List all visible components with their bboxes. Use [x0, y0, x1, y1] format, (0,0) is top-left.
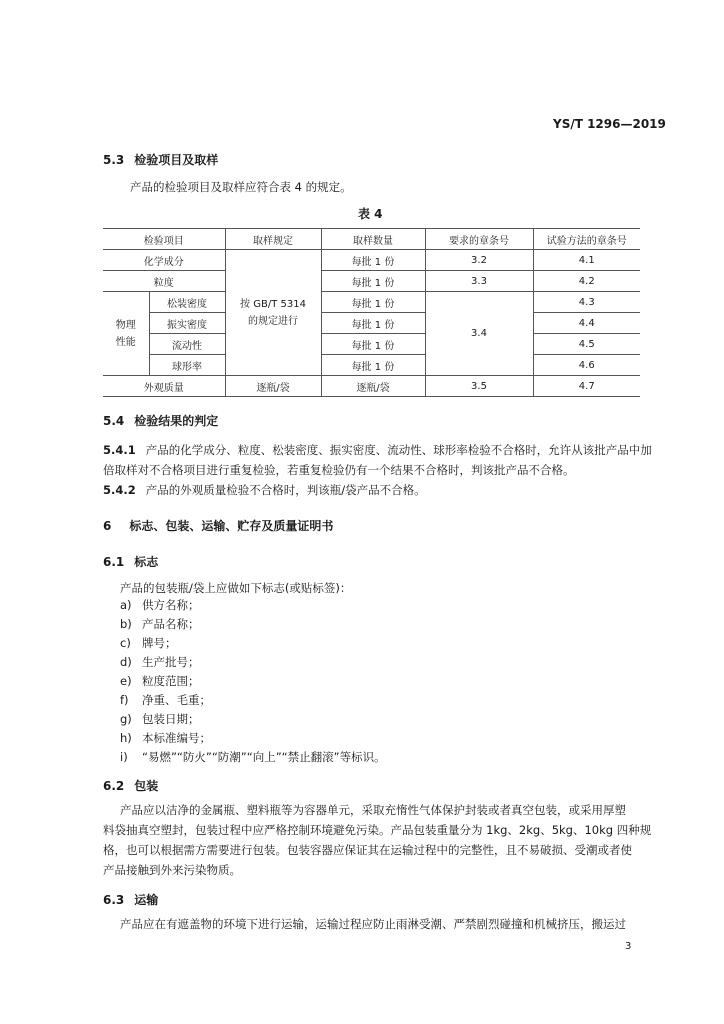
item-cell: 外观质量	[103, 376, 225, 397]
method-cell: 4.7	[533, 376, 640, 397]
section-6-3-heading: 6.3 运输	[103, 893, 159, 907]
req-cell: 3.4	[425, 292, 533, 376]
method-cell: 4.6	[533, 355, 640, 376]
section-5-4-1-line1: 5.4.1 产品的化学成分、粒度、松装密度、振实密度、流动性、球形率检验不合格时，允许从该批产品中加	[103, 443, 652, 457]
header-cell: 要求的章条号	[425, 229, 533, 250]
group-label-line2: 性能	[115, 336, 136, 348]
section-5-3-text: 产品的检验项目及取样应符合表 4 的规定。	[130, 180, 352, 194]
table-row	[103, 250, 640, 271]
group-cell	[103, 292, 149, 376]
sampling-cell: 逐瓶/袋	[225, 376, 321, 397]
list-item: e) 粒度范围；	[120, 674, 200, 688]
standard-code: YS/T 1296—2019	[553, 117, 666, 131]
header-cell: 取样数量	[321, 229, 425, 250]
section-6-2-line4: 产品接触到外来污染物质。	[103, 863, 241, 877]
table-caption: 表 4	[358, 207, 383, 221]
method-cell: 4.5	[533, 334, 640, 355]
section-5-3-heading: 5.3 检验项目及取样	[103, 153, 219, 167]
item-cell: 振实密度	[149, 313, 225, 334]
req-cell: 3.2	[425, 250, 533, 271]
section-6-heading: 6 标志、包装、运输、贮存及质量证明书	[103, 519, 334, 533]
table-header-row	[103, 229, 640, 250]
table-row	[103, 271, 640, 292]
list-item: g) 包装日期；	[120, 712, 200, 726]
header-cell: 试验方法的章条号	[533, 229, 640, 250]
req-cell: 3.3	[425, 271, 533, 292]
section-5-4-1-line2: 倍取样对不合格项目进行重复检验，若重复检验仍有一个结果不合格时，判该批产品不合格。	[103, 463, 575, 477]
header-cell: 取样规定	[225, 229, 321, 250]
item-cell: 球形率	[149, 355, 225, 376]
section-5-4-2: 5.4.2 产品的外观质量检验不合格时，判该瓶/袋产品不合格。	[103, 483, 426, 497]
list-item: h) 本标准编号；	[120, 731, 211, 745]
sampling-rule-cell	[225, 250, 321, 376]
section-6-1-intro: 产品的包装瓶/袋上应做如下标志(或贴标签)：	[120, 581, 352, 595]
table-row	[103, 376, 640, 397]
item-cell: 流动性	[149, 334, 225, 355]
section-6-2-line2: 料袋抽真空塑封，包装过程中应严格控制环境避免污染。产品包装重量分为 1kg、2kg、5kg、10kg 四种规	[103, 823, 652, 837]
table-row	[103, 292, 640, 313]
qty-cell: 每批 1 份	[321, 271, 425, 292]
list-item: f) 净重、毛重；	[120, 693, 211, 707]
section-6-2-line3: 格，也可以根据需方需要进行包装。包装容器应保证其在运输过程中的完整性，且不易破损、受潮或者使	[103, 843, 632, 857]
qty-cell: 每批 1 份	[321, 250, 425, 271]
section-5-4-heading: 5.4 检验结果的判定	[103, 414, 219, 428]
sampling-rule-line2: 的规定进行	[248, 315, 298, 327]
table-row	[103, 334, 640, 355]
header-cell: 检验项目	[103, 229, 225, 250]
section-6-3-line1: 产品应在有遮盖物的环境下进行运输，运输过程应防止雨淋受潮、严禁剧烈碰撞和机械挤压，搬运过	[120, 917, 626, 931]
item-cell: 粒度	[103, 271, 225, 292]
method-cell: 4.3	[533, 292, 640, 313]
clause-number: 5.4.1	[103, 443, 136, 457]
clause-number: 5.4.2	[103, 483, 136, 497]
list-item: a) 供方名称；	[120, 598, 200, 612]
item-cell: 化学成分	[103, 250, 225, 271]
list-item: b) 产品名称；	[120, 617, 200, 631]
section-6-1-heading: 6.1 标志	[103, 555, 159, 569]
method-cell: 4.1	[533, 250, 640, 271]
item-cell: 松装密度	[149, 292, 225, 313]
section-6-2-line1: 产品应以洁净的金属瓶、塑料瓶等为容器单元，采取充惰性气体保护封装或者真空包装，或采用厚塑	[120, 803, 626, 817]
sampling-rule-line1: 按 GB/T 5314	[240, 298, 306, 310]
table-row	[103, 313, 640, 334]
table-row	[103, 355, 640, 376]
method-cell: 4.4	[533, 313, 640, 334]
qty-cell: 每批 1 份	[321, 313, 425, 334]
inspection-table	[103, 228, 640, 397]
qty-cell: 每批 1 份	[321, 355, 425, 376]
list-item: c) 牌号；	[120, 636, 177, 650]
list-item: d) 生产批号；	[120, 655, 200, 669]
qty-cell: 逐瓶/袋	[321, 376, 425, 397]
group-label-line1: 物理	[115, 319, 136, 331]
qty-cell: 每批 1 份	[321, 292, 425, 313]
qty-cell: 每批 1 份	[321, 334, 425, 355]
section-6-2-heading: 6.2 包装	[103, 779, 159, 793]
list-item: i) “易燃”“防火”“防潮”“向上”“禁止翻滚”等标识。	[120, 750, 386, 764]
method-cell: 4.2	[533, 271, 640, 292]
page-number: 3	[625, 941, 632, 952]
req-cell: 3.5	[425, 376, 533, 397]
